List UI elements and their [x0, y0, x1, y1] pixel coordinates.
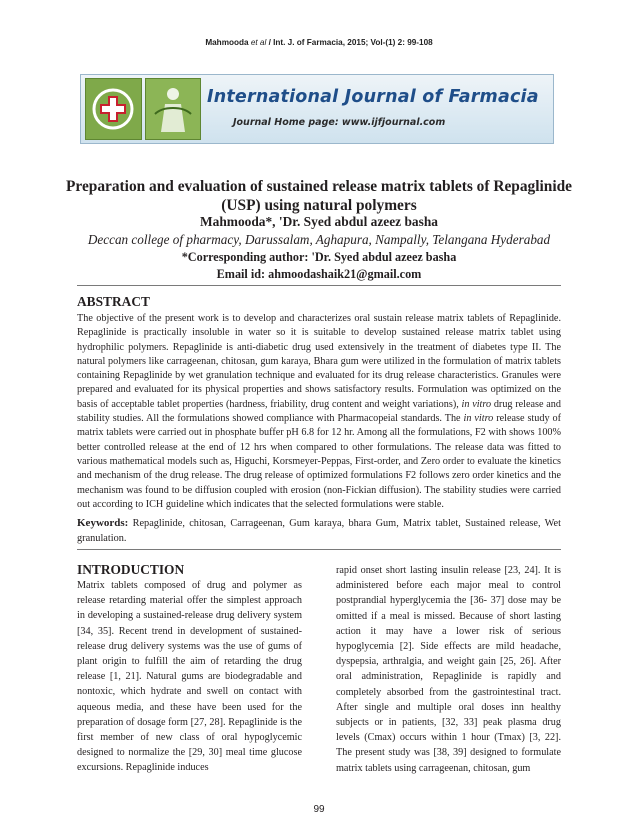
running-head [0, 38, 638, 47]
corresponding-author: *Corresponding author: 'Dr. Syed abdul azeez basha [181, 250, 457, 264]
journal-name: International Journal of Farmacia [207, 87, 539, 107]
logo-panel-left [85, 78, 142, 140]
logo-panel-right [145, 78, 202, 140]
running-head-author: Mahmooda [205, 38, 249, 47]
journal-home-page[interactable]: Journal Home page: www.ijfjournal.com [233, 117, 446, 128]
page-number: 99 [313, 804, 325, 815]
medical-cross-logo-icon [91, 87, 135, 131]
author-email[interactable]: Email id: ahmoodashaik21@gmail.com [216, 267, 422, 281]
keywords-text: Repaglinide, chitosan, Carrageenan, Gum karaya, bhara Gum, Matrix tablet, Sustained release, Wet granulation. [77, 518, 561, 544]
article-authors: Mahmooda*, 'Dr. Syed abdul azeez basha [200, 214, 438, 229]
article-affiliation: Deccan college of pharmacy, Darussalam, Aghapura, Nampally, Telangana Hyderabad [87, 232, 551, 247]
article-title: Preparation and evaluation of sustained release matrix tablets of Repaglinide (USP) using natural polymers [65, 178, 573, 214]
introduction-left-column: Matrix tablets composed of drug and polymer as release retarding material offer the simplest approach in developing a sustained-release drug delivery system [34, 35]. Recent trend in development of sustained-release drug delivery systems was the use of gums of plant origin to fulfill the aim of retarding the drug release [1, 21]. Natural gums are biodegradable and nontoxic, which hydrate and swell on contact with aqueous media, and these have been used for the preparation of dosage form [27, 28]. Repaglinide is the first member of new class of oral hypoglycemic designed to normalize the [29, 30] meal time glucose excursions. Repaglinide induces [77, 580, 302, 774]
abstract-body [77, 312, 561, 512]
keywords [77, 516, 561, 546]
abstract-part-1: The objective of the present work is to develop and characterizes oral sustain release matrix tablets of Repaglinide. Repaglinide is practically insoluble in water so it is suitable to develop sustained release matrix tablet using hydrophilic polymers. Repaglinide is anti-diabetic drug used extensively in the treatment of diabetes type II. The natural polymers like carrageenan, chitosan, gum karaya, Bhara gum were utilized in the formulation of matrix tablets containing Repaglinide by wet granulation technique and evaluated for its drug release characteristics. Granules were prepared and evaluated for its physical properties and shows satisfactory results. Formulation was optimized on the basis of acceptable tablet properties (hardness, friability, drug content and weight variations), [77, 313, 561, 410]
abstract-italic-2: in vitro [463, 413, 494, 425]
introduction-right-column: rapid onset short lasting insulin release [23, 24]. It is administered before each major meal to control postprandial hyperglycemia the [36- 37] dose may be omitted if a meal is missed. Because of short lasting action it may have a lower risk of serious hypoglycemia [2]. Side effects are mild headache, dyspepsia, arthralgia, and weight gain [25, 26]. After oral administration, Repaglinide is rapidly and completely absorbed from the gastrointestinal tract. After single and multiple oral doses inn healthy subjects or in patients, [32, 33] peak plasma drug levels (Cmax) occurs within 1 hour (Tmax) [3, 22]. The present study was [38, 39] designed to formulate matrix tablets using carrageenan, chitosan, gum [336, 565, 561, 774]
keywords-label: Keywords: [77, 517, 129, 529]
journal-logo [85, 78, 201, 140]
abstract-italic-1: in vitro [461, 398, 492, 410]
divider-top [77, 285, 561, 286]
divider-bottom [77, 549, 561, 550]
abstract-heading: ABSTRACT [77, 294, 150, 309]
running-head-citation: / Int. J. of Farmacia, 2015; Vol-(1) 2: 99-108 [266, 38, 433, 47]
abstract-part-3: release study of matrix tablets were carried out in phosphate buffer pH 6.8 for 12 hr. Among all the formulations, F2 with shows 100% better controlled release at the end of 12 hrs when compared to other formulations. The release data was fitted to various mathematical models such as, Higuchi, Korsmeyer-Peppas, First-order, and Zero order to evaluate the kinetics and mechanism of the drug release. The drug release of optimized formulations F2 follows zero order kinetics and the mechanism was found to be diffusion coupled with erosion (non-Fickian diffusion). The stability studies were carried out according to ICH guideline which indicates that the selected formulations were stable. [77, 413, 561, 510]
journal-banner [80, 74, 554, 144]
abstract-part-2: drug release and stability studies. All the formulations showed compliance with Pharmacopeial standards. The [77, 398, 561, 425]
introduction-heading: INTRODUCTION [77, 562, 185, 577]
pharmacy-figure-icon [151, 84, 195, 134]
running-head-etal: et al [250, 38, 267, 47]
